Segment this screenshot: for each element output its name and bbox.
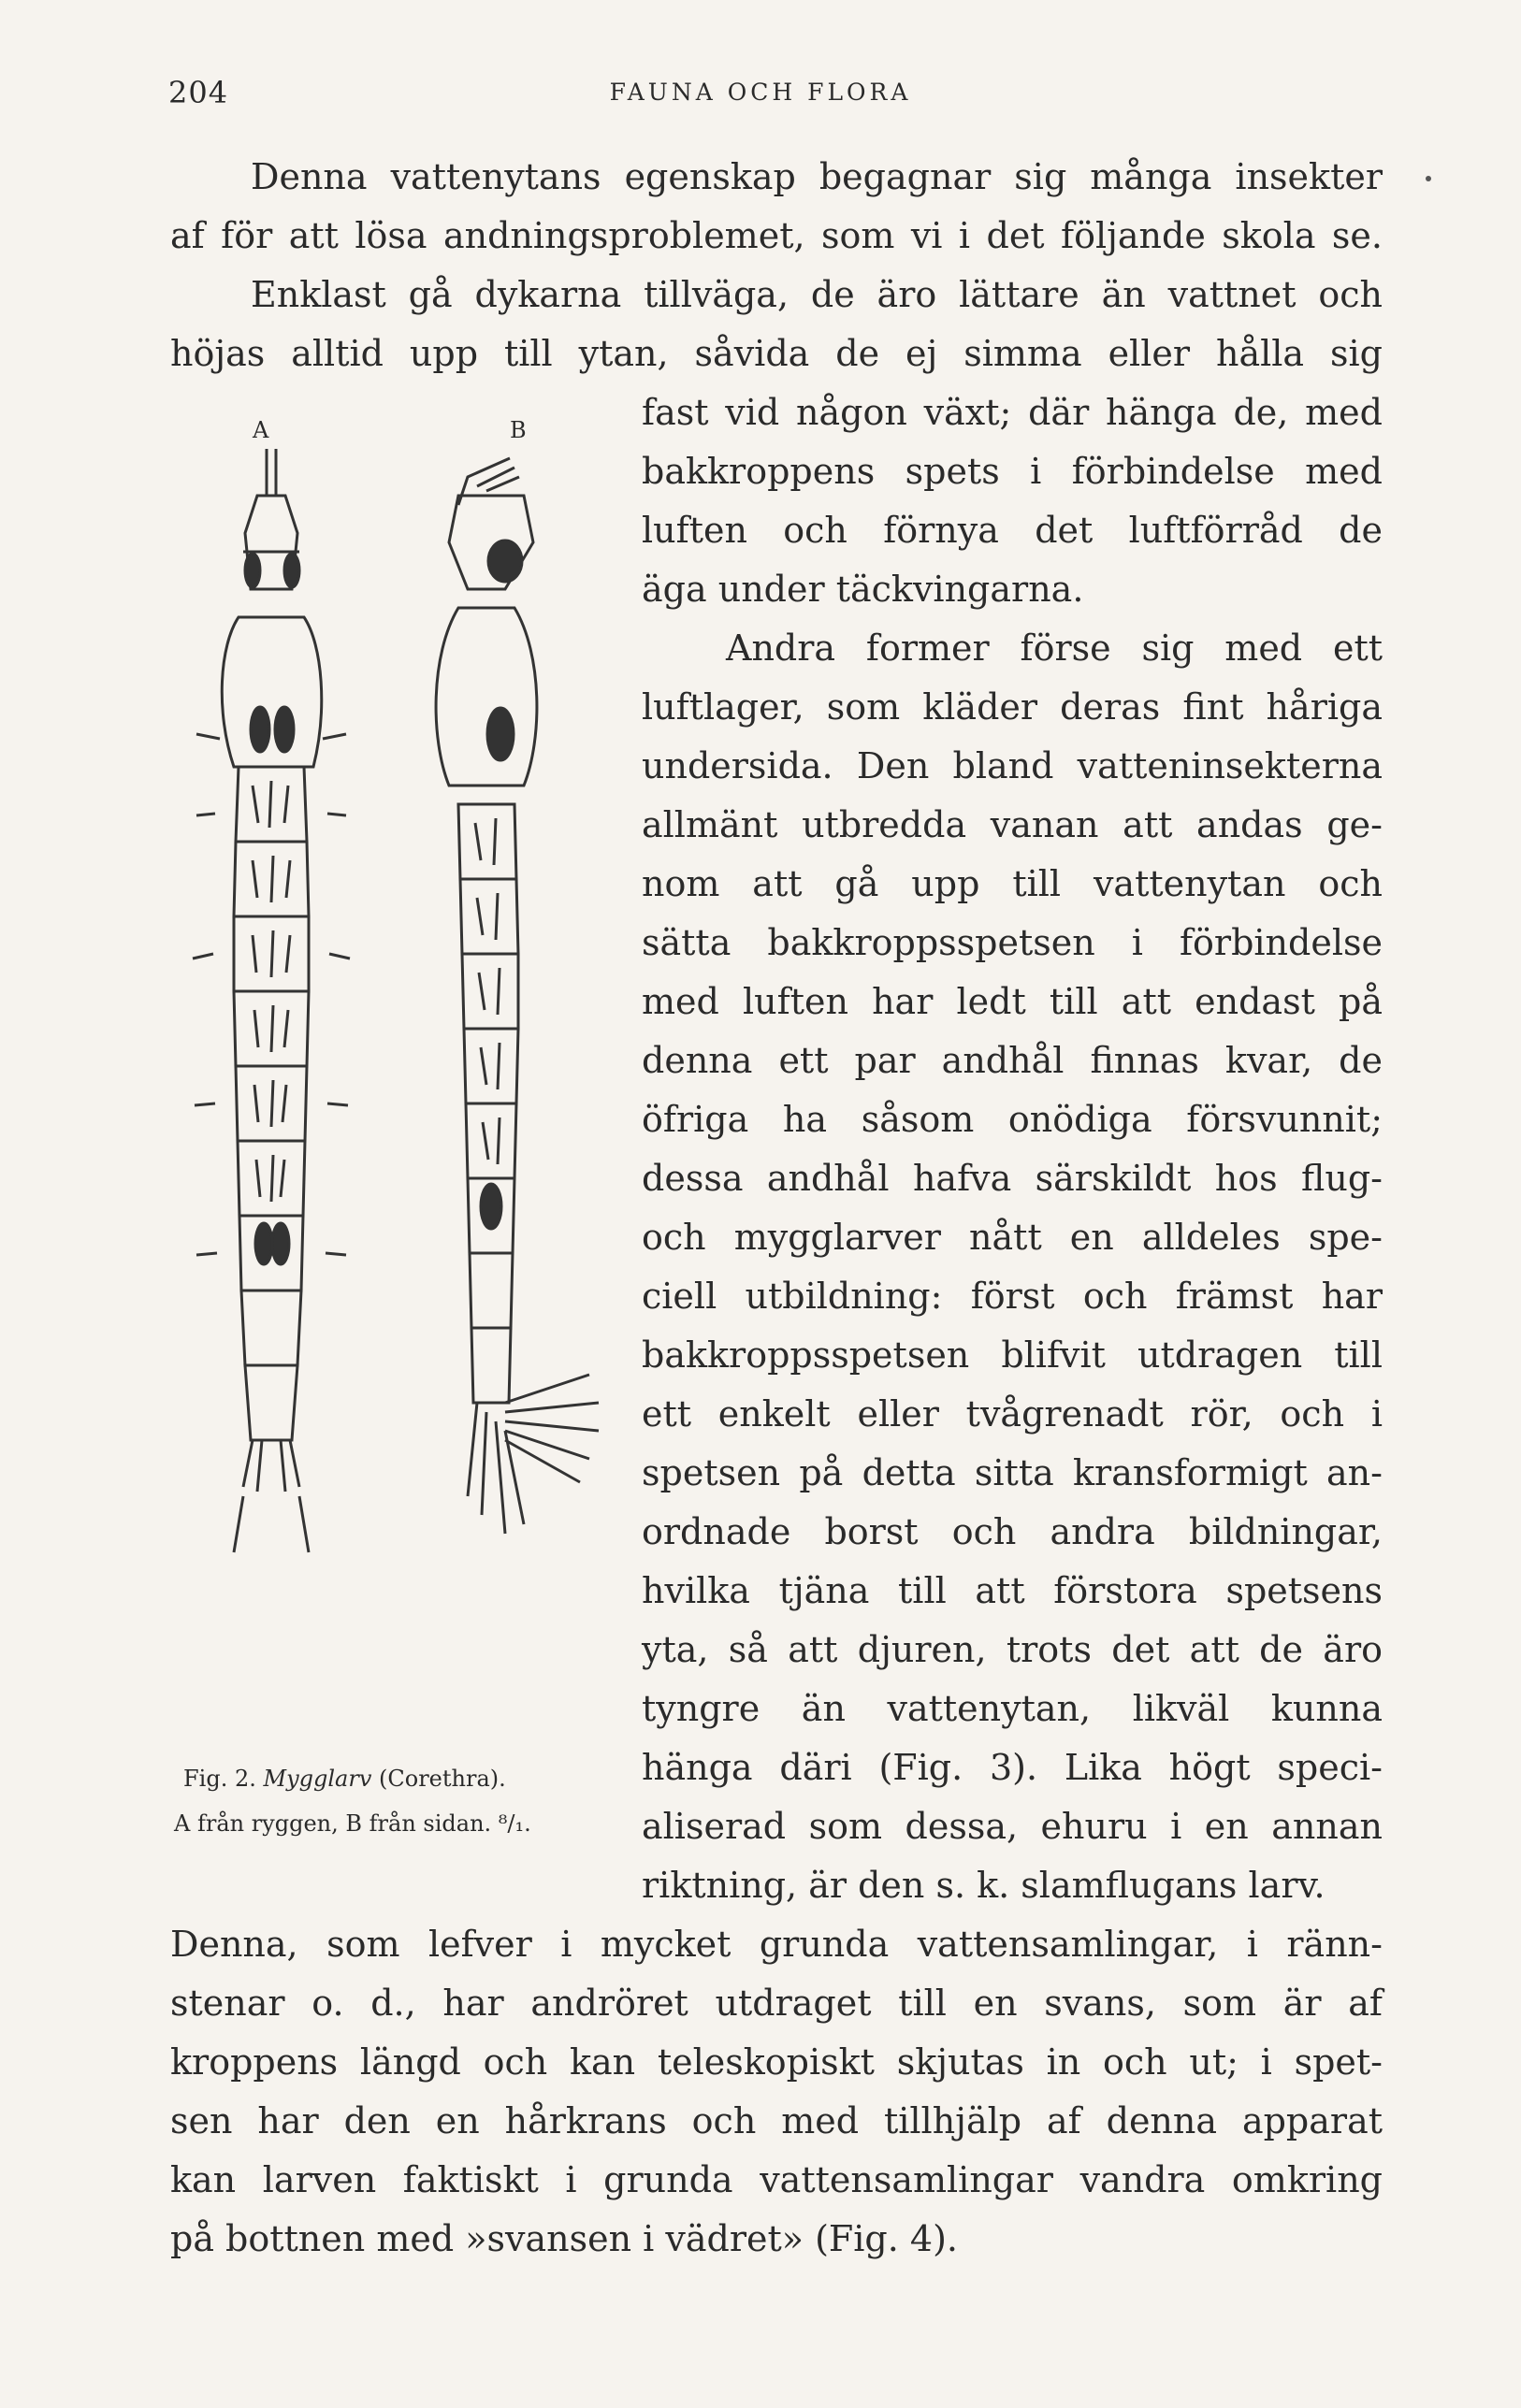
figure-caption-line1	[183, 1766, 506, 1792]
body-line: allmänt utbredda vanan att andas ge-	[642, 804, 1383, 845]
body-line: ciell utbildning: först och främst har	[642, 1276, 1383, 1317]
caption-fig-number: Fig. 2.	[183, 1766, 256, 1792]
body-line: dessa andhål hafva särskildt hos flug-	[642, 1158, 1383, 1199]
body-line: bakkroppens spets i förbindelse med	[642, 451, 1383, 492]
larva-a-dorsal	[193, 449, 350, 1552]
body-line: bakkroppsspetsen blifvit utdragen till	[642, 1334, 1383, 1376]
figure-caption-line2: A från ryggen, B från sidan. ⁸/₁.	[174, 1810, 531, 1837]
body-line: tyngre än vattenytan, likväl kunna	[642, 1688, 1383, 1729]
body-line: undersida. Den bland vatteninsekterna	[642, 745, 1383, 786]
page-number: 204	[168, 75, 229, 110]
body-line: ordnade borst och andra bildningar,	[642, 1511, 1383, 1552]
body-line: höjas alltid upp till ytan, såvida de ej simma eller hålla sig	[170, 333, 1383, 374]
body-line: hvilka tjäna till att förstora spetsens	[642, 1570, 1383, 1611]
figure-label-a: A	[253, 417, 269, 443]
body-line: luftlager, som kläder deras fint håriga	[642, 686, 1383, 728]
body-line: luften och förnya det luftförråd de	[642, 510, 1383, 551]
body-line: sätta bakkroppsspetsen i förbindelse	[642, 922, 1383, 963]
body-line: kan larven faktiskt i grunda vattensamlingar vandra omkring	[170, 2159, 1383, 2200]
body-line: ett enkelt eller tvågrenadt rör, och i	[642, 1393, 1383, 1435]
caption-species-name: Mygglarv	[263, 1766, 372, 1792]
body-line: på bottnen med »svansen i vädret» (Fig. 4).	[170, 2218, 958, 2259]
body-line: spetsen på detta sitta kransformigt an-	[642, 1452, 1383, 1493]
caption-genus: (Corethra).	[379, 1766, 506, 1792]
body-line: Denna vattenytans egenskap begagnar sig många insekter	[251, 156, 1383, 197]
body-line: hänga däri (Fig. 3). Lika högt speci-	[642, 1747, 1383, 1788]
running-head: FAUNA OCH FLORA	[609, 79, 912, 106]
body-line: af för att lösa andningsproblemet, som vi i det följande skola se.	[170, 215, 1383, 256]
body-line: äga under täckvingarna.	[642, 569, 1084, 610]
larva-illustration	[187, 430, 617, 1739]
body-line: Denna, som lefver i mycket grunda vattensamlingar, i ränn-	[170, 1924, 1383, 1965]
body-line: Andra former förse sig med ett	[726, 627, 1383, 669]
body-line: fast vid någon växt; där hänga de, med	[642, 392, 1383, 433]
page-header	[0, 75, 1521, 112]
body-line: denna ett par andhål finnas kvar, de	[642, 1040, 1383, 1081]
margin-mark	[1426, 176, 1431, 181]
body-line: och mygglarver nått en alldeles spe-	[642, 1217, 1383, 1258]
body-line: kroppens längd och kan teleskopiskt skjutas in och ut; i spet-	[170, 2041, 1383, 2083]
body-line: sen har den en hårkrans och med tillhjälp af denna apparat	[170, 2100, 1383, 2141]
larva-b-lateral	[436, 458, 599, 1534]
body-line: stenar o. d., har andröret utdraget till en svans, som är af	[170, 1983, 1383, 2024]
body-line: med luften har ledt till att endast på	[642, 981, 1383, 1022]
body-line: Enklast gå dykarna tillväga, de äro lättare än vattnet och	[251, 274, 1383, 315]
body-line: aliserad som dessa, ehuru i en annan	[642, 1806, 1383, 1847]
body-line: yta, så att djuren, trots det att de äro	[642, 1629, 1383, 1670]
figure-label-b: B	[510, 417, 527, 443]
body-line: nom att gå upp till vattenytan och	[642, 863, 1383, 904]
body-line: öfriga ha såsom onödiga försvunnit;	[642, 1099, 1383, 1140]
body-line: riktning, är den s. k. slamflugans larv.	[642, 1865, 1325, 1906]
